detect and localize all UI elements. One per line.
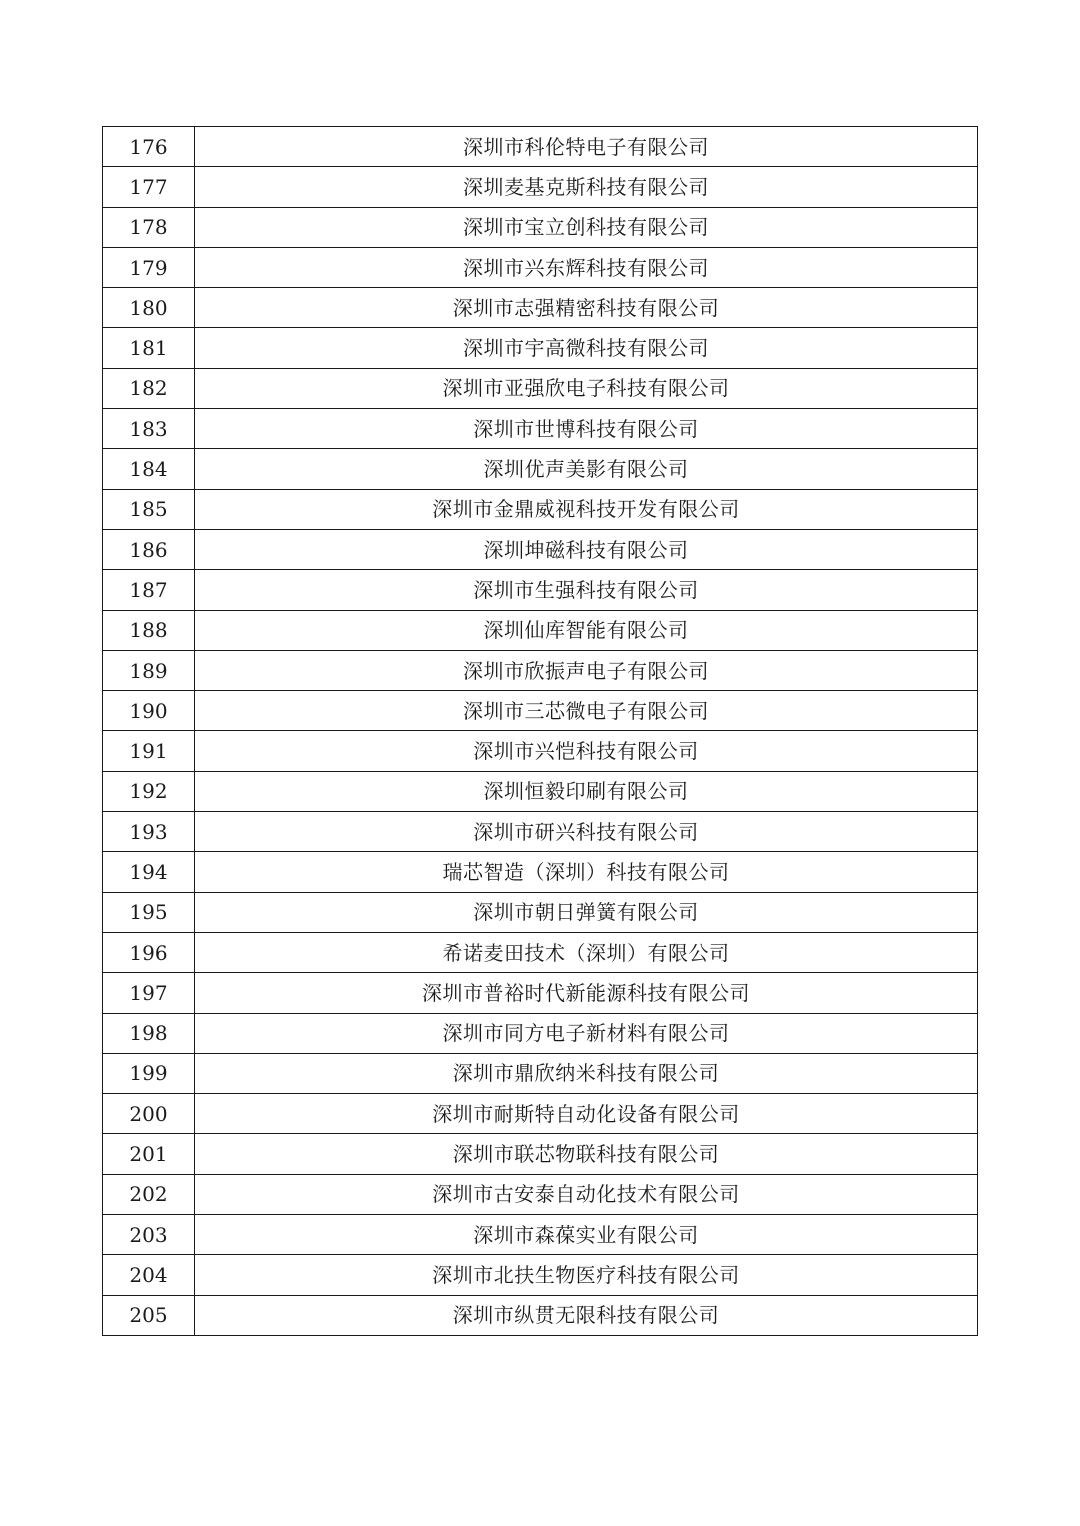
table-row <box>103 489 978 529</box>
table-row <box>103 1094 978 1134</box>
row-number-cell: 192 <box>103 771 195 811</box>
row-number-cell: 178 <box>103 207 195 247</box>
table-row <box>103 127 978 167</box>
row-number-cell: 197 <box>103 973 195 1013</box>
company-name-cell: 深圳坤磁科技有限公司 <box>195 529 978 569</box>
row-number-cell: 187 <box>103 570 195 610</box>
company-name-cell: 瑞芯智造（深圳）科技有限公司 <box>195 852 978 892</box>
company-name-cell: 深圳优声美影有限公司 <box>195 449 978 489</box>
row-number-cell: 203 <box>103 1215 195 1255</box>
company-name-cell: 深圳市耐斯特自动化设备有限公司 <box>195 1094 978 1134</box>
table-row <box>103 731 978 771</box>
table-row <box>103 288 978 328</box>
company-name-cell: 深圳仙库智能有限公司 <box>195 610 978 650</box>
row-number-cell: 195 <box>103 892 195 932</box>
row-number-cell: 193 <box>103 812 195 852</box>
row-number-cell: 201 <box>103 1134 195 1174</box>
row-number-cell: 204 <box>103 1255 195 1295</box>
table-row <box>103 1295 978 1335</box>
company-name-cell: 深圳市宇高微科技有限公司 <box>195 328 978 368</box>
table-row <box>103 650 978 690</box>
company-name-cell: 深圳市宝立创科技有限公司 <box>195 207 978 247</box>
company-name-cell: 深圳市普裕时代新能源科技有限公司 <box>195 973 978 1013</box>
row-number-cell: 199 <box>103 1053 195 1093</box>
table-row <box>103 771 978 811</box>
row-number-cell: 188 <box>103 610 195 650</box>
table-row <box>103 932 978 972</box>
company-name-cell: 深圳市纵贯无限科技有限公司 <box>195 1295 978 1335</box>
row-number-cell: 194 <box>103 852 195 892</box>
company-name-cell: 深圳市古安泰自动化技术有限公司 <box>195 1174 978 1214</box>
row-number-cell: 200 <box>103 1094 195 1134</box>
row-number-cell: 196 <box>103 932 195 972</box>
row-number-cell: 180 <box>103 288 195 328</box>
table-row <box>103 1013 978 1053</box>
company-name-cell: 深圳市世博科技有限公司 <box>195 409 978 449</box>
table-row <box>103 368 978 408</box>
table-row <box>103 409 978 449</box>
company-name-cell: 深圳市兴恺科技有限公司 <box>195 731 978 771</box>
company-list-body <box>103 127 978 1336</box>
company-name-cell: 深圳市志强精密科技有限公司 <box>195 288 978 328</box>
company-name-cell: 深圳市鼎欣纳米科技有限公司 <box>195 1053 978 1093</box>
company-name-cell: 深圳恒毅印刷有限公司 <box>195 771 978 811</box>
row-number-cell: 205 <box>103 1295 195 1335</box>
table-row <box>103 247 978 287</box>
company-name-cell: 深圳市金鼎威视科技开发有限公司 <box>195 489 978 529</box>
row-number-cell: 182 <box>103 368 195 408</box>
table-row <box>103 207 978 247</box>
company-name-cell: 深圳市欣振声电子有限公司 <box>195 650 978 690</box>
row-number-cell: 183 <box>103 409 195 449</box>
row-number-cell: 190 <box>103 691 195 731</box>
table-row <box>103 691 978 731</box>
row-number-cell: 176 <box>103 127 195 167</box>
company-list-table <box>102 126 978 1336</box>
company-name-cell: 深圳市兴东辉科技有限公司 <box>195 247 978 287</box>
table-row <box>103 610 978 650</box>
company-name-cell: 深圳市生强科技有限公司 <box>195 570 978 610</box>
company-name-cell: 深圳市亚强欣电子科技有限公司 <box>195 368 978 408</box>
table-row <box>103 812 978 852</box>
table-row <box>103 529 978 569</box>
row-number-cell: 202 <box>103 1174 195 1214</box>
company-name-cell: 深圳市科伦特电子有限公司 <box>195 127 978 167</box>
table-row <box>103 1134 978 1174</box>
company-name-cell: 深圳市研兴科技有限公司 <box>195 812 978 852</box>
table-row <box>103 1215 978 1255</box>
company-name-cell: 深圳市森葆实业有限公司 <box>195 1215 978 1255</box>
table-row <box>103 892 978 932</box>
table-row <box>103 570 978 610</box>
row-number-cell: 198 <box>103 1013 195 1053</box>
table-row <box>103 1053 978 1093</box>
table-row <box>103 449 978 489</box>
company-name-cell: 深圳市北扶生物医疗科技有限公司 <box>195 1255 978 1295</box>
table-row <box>103 1174 978 1214</box>
row-number-cell: 189 <box>103 650 195 690</box>
company-name-cell: 希诺麦田技术（深圳）有限公司 <box>195 932 978 972</box>
company-name-cell: 深圳市朝日弹簧有限公司 <box>195 892 978 932</box>
company-name-cell: 深圳市联芯物联科技有限公司 <box>195 1134 978 1174</box>
row-number-cell: 191 <box>103 731 195 771</box>
company-name-cell: 深圳市同方电子新材料有限公司 <box>195 1013 978 1053</box>
table-row <box>103 852 978 892</box>
row-number-cell: 179 <box>103 247 195 287</box>
row-number-cell: 177 <box>103 167 195 207</box>
row-number-cell: 185 <box>103 489 195 529</box>
row-number-cell: 186 <box>103 529 195 569</box>
company-name-cell: 深圳麦基克斯科技有限公司 <box>195 167 978 207</box>
table-row <box>103 973 978 1013</box>
row-number-cell: 181 <box>103 328 195 368</box>
table-row <box>103 1255 978 1295</box>
company-name-cell: 深圳市三芯微电子有限公司 <box>195 691 978 731</box>
table-row <box>103 167 978 207</box>
row-number-cell: 184 <box>103 449 195 489</box>
table-row <box>103 328 978 368</box>
